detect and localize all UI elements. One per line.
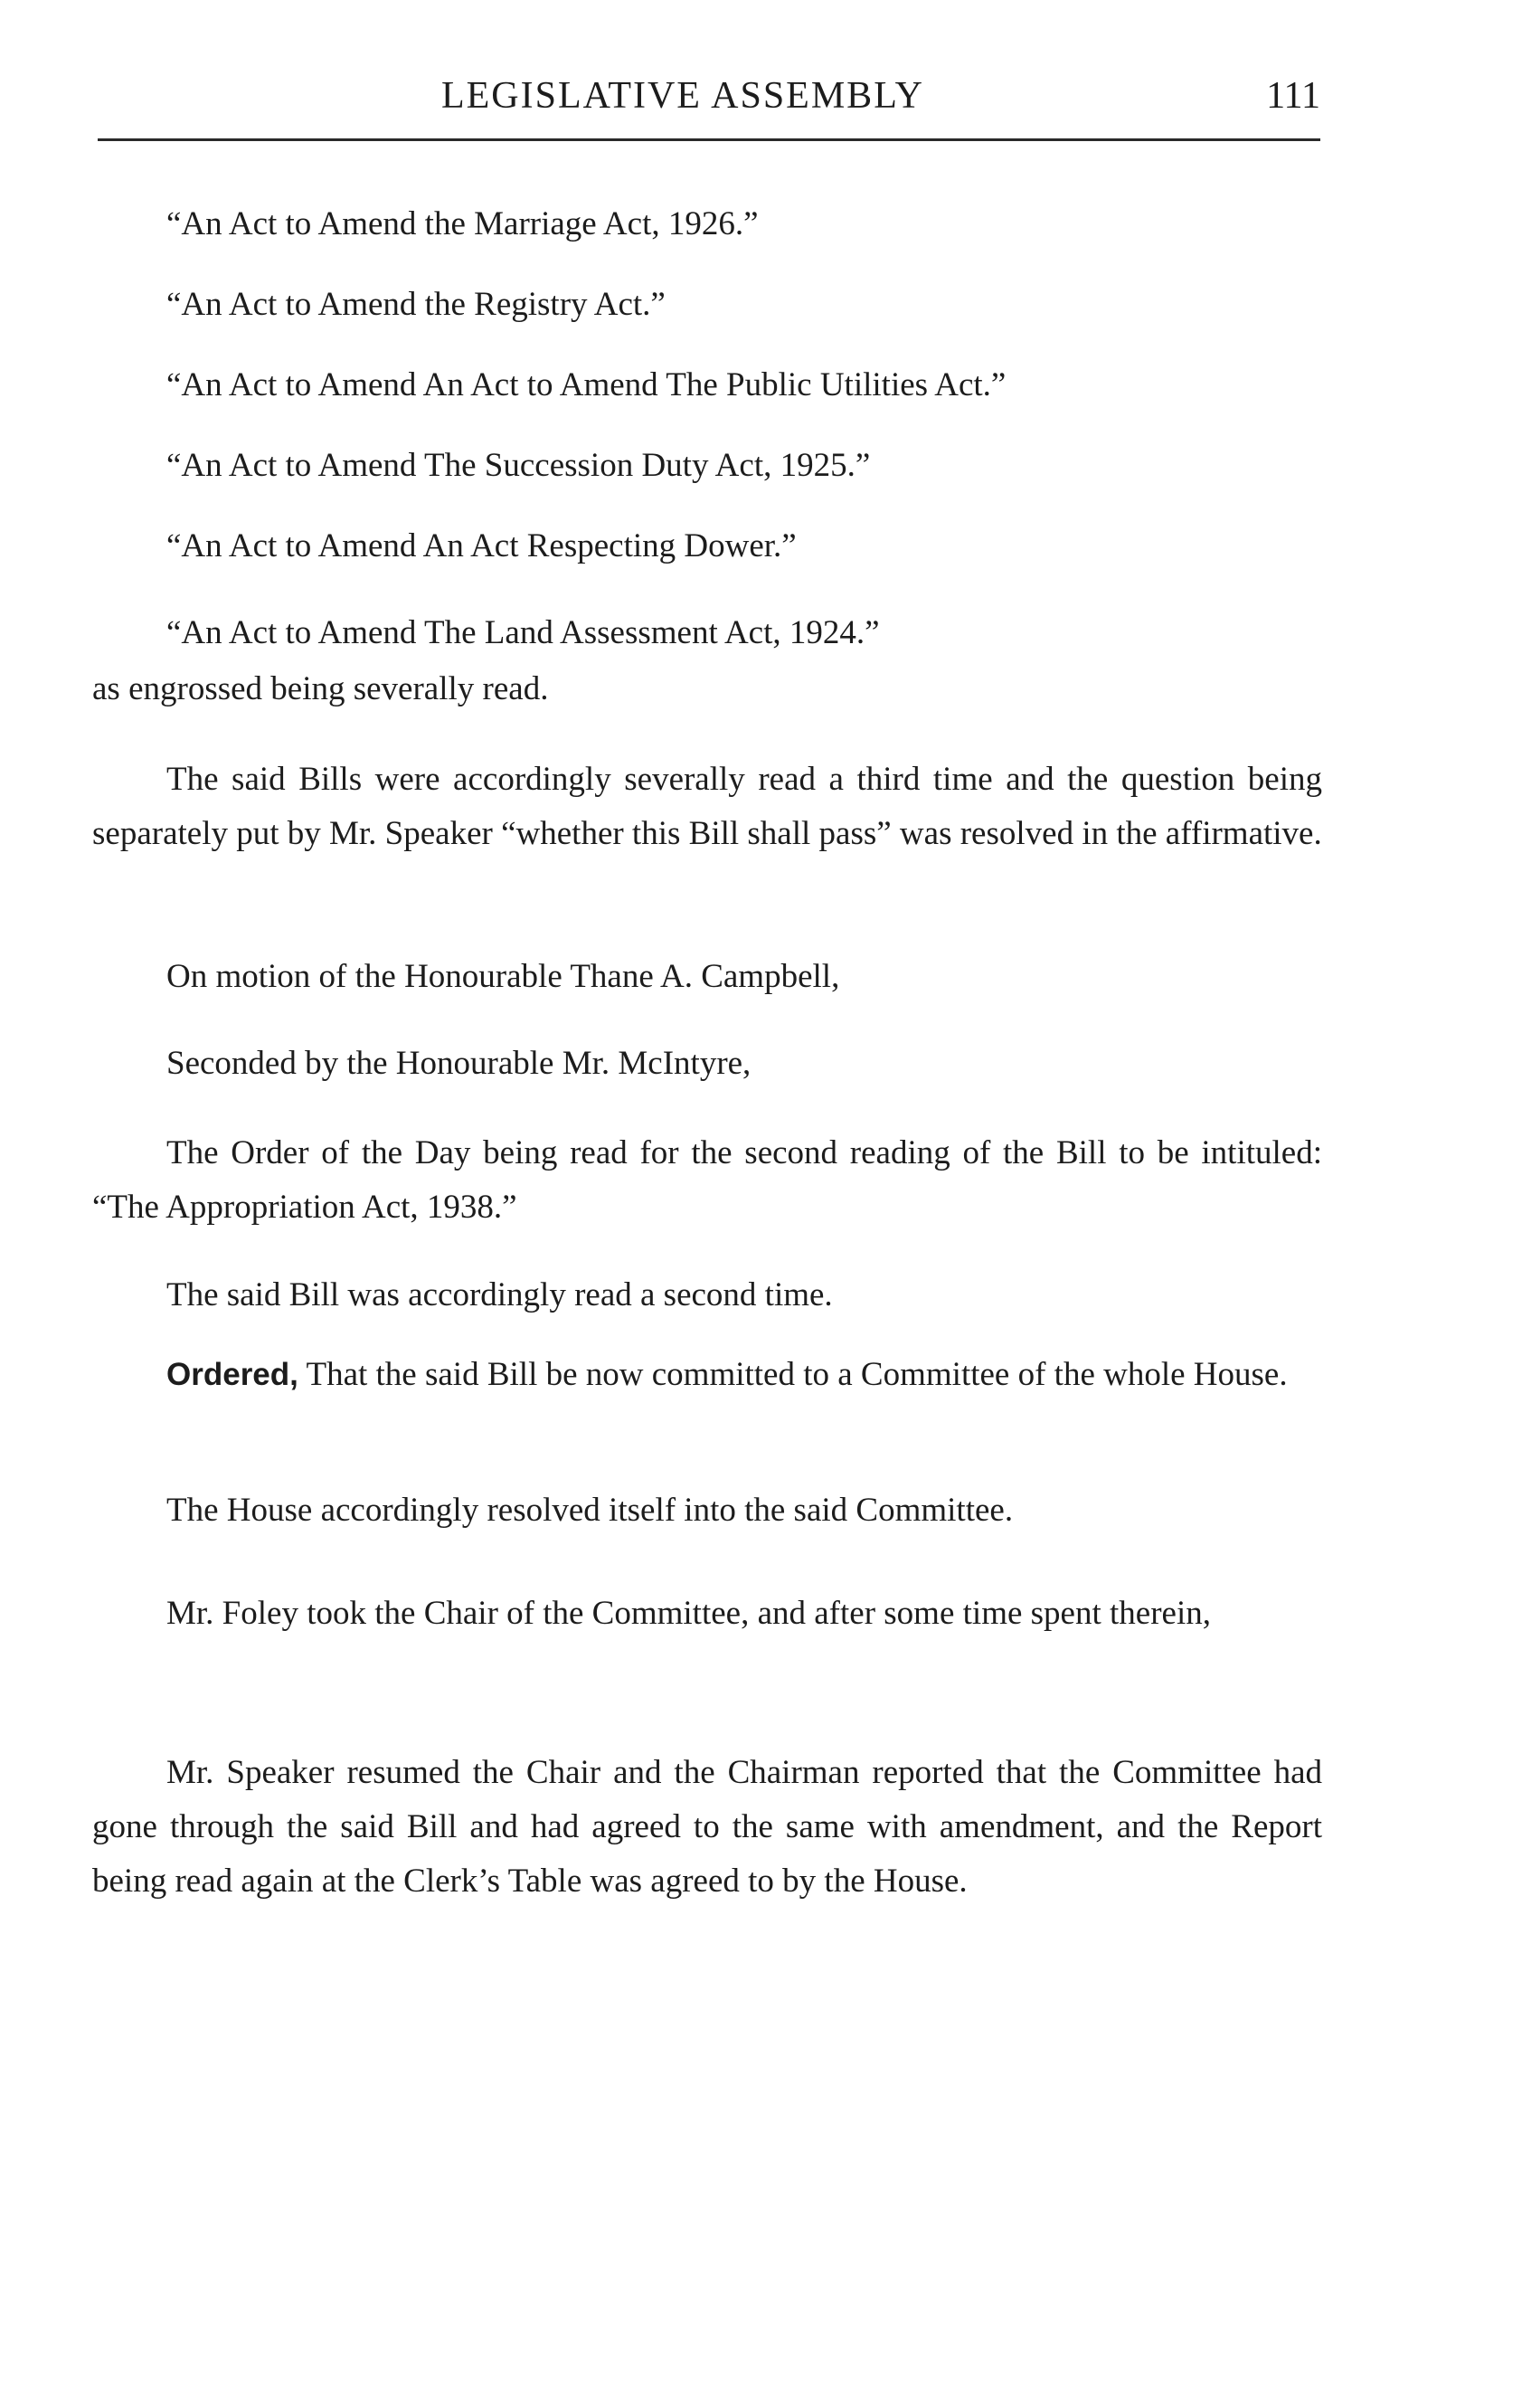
ordered-keyword: Ordered, [166, 1357, 298, 1392]
ordered-text: That the said Bill be now committed to a Committee of the whole House. [298, 1356, 1288, 1393]
seconded-paragraph: Seconded by the Honourable Mr. McIntyre, [166, 1045, 752, 1082]
act-title-dower: “An Act to Amend An Act Respecting Dower.” [166, 527, 797, 564]
act-title-public-utilities: “An Act to Amend An Act to Amend The Public Utilities Act.” [166, 366, 1007, 403]
ordered-paragraph [92, 1348, 1322, 1402]
header-rule [98, 138, 1320, 141]
running-title: LEGISLATIVE ASSEMBLY [441, 75, 924, 117]
act-title-registry: “An Act to Amend the Registry Act.” [166, 286, 666, 323]
third-reading-paragraph: The said Bills were accordingly severally read a third time and the question being separately put by Mr. Speaker “whether this Bill shall pass” was resolved in the affirmative. [92, 761, 1322, 852]
act-title-marriage: “An Act to Amend the Marriage Act, 1926.” [166, 205, 759, 242]
committee-chair-paragraph: Mr. Foley took the Chair of the Committee, and after some time spent therein, [166, 1595, 1211, 1632]
act-title-land-assessment: “An Act to Amend The Land Assessment Act, 1924.” [166, 614, 880, 651]
motion-paragraph: On motion of the Honourable Thane A. Campbell, [166, 958, 840, 995]
act-title-succession-duty: “An Act to Amend The Succession Duty Act, 1925.” [166, 447, 871, 484]
running-header [98, 74, 1320, 128]
order-of-day-paragraph: The Order of the Day being read for the second reading of the Bill to be intituled: “The Appropriation Act, 1938.” [92, 1134, 1322, 1226]
page-number: 111 [1266, 75, 1320, 117]
resolved-paragraph: The House accordingly resolved itself into the said Committee. [166, 1492, 1014, 1529]
speaker-resumed-paragraph: Mr. Speaker resumed the Chair and the Chairman reported that the Committee had gone through the said Bill and had agreed to the same with amendment, and the Report being read again at the Clerk’s Table was agreed to by the House. [92, 1754, 1322, 1900]
second-reading-paragraph: The said Bill was accordingly read a second time. [166, 1276, 833, 1313]
engrossed-line: as engrossed being severally read. [92, 670, 549, 707]
